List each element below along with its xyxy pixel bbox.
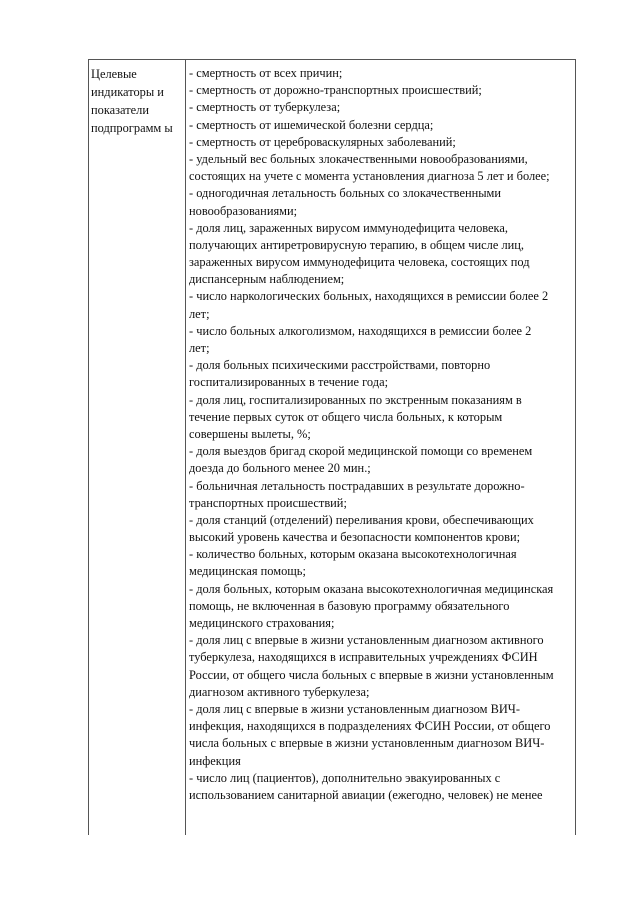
indicator-line: медицинского страхования; (189, 616, 335, 630)
indicator-line: инфекция, находящихся в подразделениях ФСИН России, от общего (189, 719, 551, 734)
indicator-line: - доля лиц, зараженных вирусом иммунодефицита человека, (189, 220, 508, 235)
indicator-line: - одногодичная летальность больных со злокачественными (189, 186, 501, 201)
indicator-line: - число больных алкоголизмом, находящихся в ремиссии более 2 (189, 323, 532, 338)
indicator-line: помощь, не включенная в базовую программу обязательного (189, 598, 510, 613)
indicator-line: - доля лиц с впервые в жизни установленным диагнозом ВИЧ- (189, 701, 520, 716)
indicator-line: - доля станций (отделений) переливания крови, обеспечивающих (189, 512, 534, 527)
indicator-line: высокий уровень качества и безопасности компонентов крови; (189, 530, 521, 545)
indicator-line: течение первых суток от общего числа больных, к которым (189, 409, 503, 424)
indicator-line: лет; (189, 306, 210, 321)
indicator-line: госпитализированных в течение года; (189, 375, 389, 390)
indicator-line: - число лиц (пациентов), дополнительно эвакуированных с (189, 770, 501, 785)
indicators-list-cell (189, 65, 574, 804)
indicator-line: совершены вылеты, %; (189, 426, 311, 441)
indicator-line: транспортных происшествий; (189, 495, 347, 510)
indicator-line: России, от общего числа больных с впервые в жизни установленным (189, 667, 554, 682)
indicator-line: - смертность от дорожно-транспортных происшествий; (189, 83, 482, 98)
indicator-line: - число наркологических больных, находящихся в ремиссии более 2 (189, 289, 549, 304)
indicator-line: - доля выездов бригад скорой медицинской помощи со временем (189, 444, 533, 459)
indicator-line: - смертность от цереброваскулярных заболеваний; (189, 134, 456, 149)
indicator-line: - смертность от туберкулеза; (189, 100, 341, 115)
indicator-line: лет; (189, 341, 210, 355)
indicator-line: - смертность от всех причин; (189, 66, 343, 80)
indicator-line: медицинская помощь; (189, 564, 306, 579)
indicator-line: числа больных с впервые в жизни установленным диагнозом ВИЧ- (189, 736, 545, 751)
table-right-border (575, 59, 576, 835)
indicator-line: доезда до больного менее 20 мин.; (189, 461, 371, 476)
table-column-divider (185, 59, 186, 835)
indicator-line: зараженных вирусом иммунодефицита человека, состоящих под (189, 255, 530, 270)
indicator-line: - доля больных психическими расстройствами, повторно (189, 358, 491, 373)
table-top-border (88, 59, 575, 60)
indicator-line: получающих антиретровирусную терапию, в общем числе лиц, (189, 237, 524, 252)
indicator-line: - количество больных, которым оказана высокотехнологичная (189, 547, 517, 562)
indicator-line: - доля лиц, госпитализированных по экстренным показаниям в (189, 392, 522, 407)
row-label-cell: Целевые индикаторы и показатели подпрограмм ы (91, 67, 173, 135)
indicator-line: использованием санитарной авиации (ежегодно, человек) не менее (189, 787, 543, 802)
indicator-line: новообразованиями; (189, 203, 298, 218)
indicator-line: - удельный вес больных злокачественными новообразованиями, (189, 151, 528, 166)
indicator-line: - доля больных, которым оказана высокотехнологичная медицинская (189, 581, 554, 596)
indicator-line: диагнозом активного туберкулеза; (189, 684, 370, 699)
indicator-line: диспансерным наблюдением; (189, 272, 345, 287)
indicator-line: туберкулеза, находящихся в исправительных учреждениях ФСИН (189, 650, 538, 665)
indicator-line: - больничная летальность пострадавших в результате дорожно- (189, 478, 525, 493)
indicator-line: инфекция (189, 753, 241, 768)
indicator-line: - смертность от ишемической болезни сердца; (189, 117, 434, 132)
table-left-border (88, 59, 89, 835)
indicator-line: состоящих на учете с момента установления диагноза 5 лет и более; (189, 169, 550, 184)
indicator-line: - доля лиц с впервые в жизни установленным диагнозом активного (189, 633, 544, 648)
